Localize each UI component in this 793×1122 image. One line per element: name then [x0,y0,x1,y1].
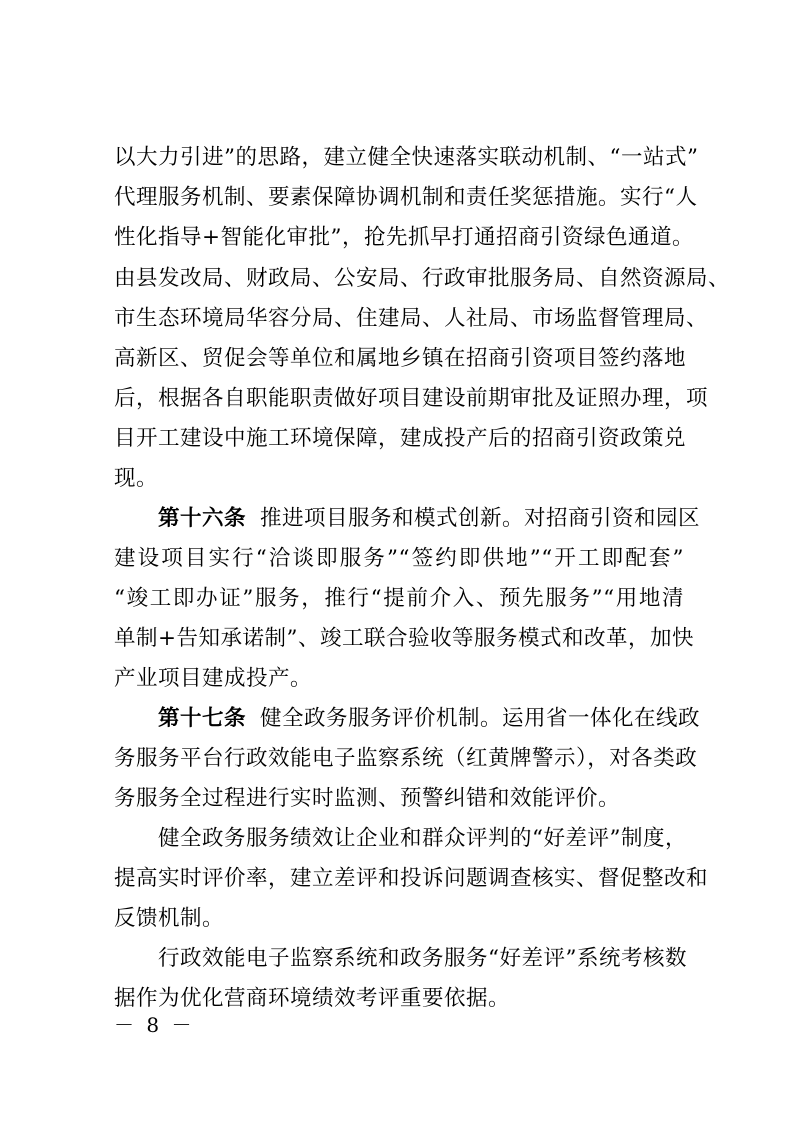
article-17-title: 健全政务服务评价机制。运用省一体化在线政 [260,706,701,731]
page-number: － 8 － [114,1013,195,1037]
paragraph-line: 健全政务服务绩效让企业和群众评判的“好差评”制度， [158,826,687,851]
paragraph-line: 高新区、贸促会等单位和属地乡镇在招商引资项目签约落地 [114,346,687,371]
paragraph-line: 行政效能电子监察系统和政务服务“好差评”系统考核数 [158,946,687,971]
paragraph-line: 反馈机制。 [114,906,225,931]
article-17-first-line [158,704,701,734]
paragraph-line: 务服务平台行政效能电子监察系统（红黄牌警示），对各类政 [114,746,698,771]
paragraph-line: 提高实时评价率，建立差评和投诉问题调查核实、督促整改和 [114,866,709,891]
paragraph-line: 现。 [114,466,159,491]
paragraph-line: 据作为优化营商环境绩效考评重要依据。 [114,986,511,1011]
article-16-heading: 第十六条 [158,506,247,531]
paragraph-line: 市生态环境局华容分局、住建局、人社局、市场监督管理局、 [114,306,709,331]
paragraph-line: 产业项目建成投产。 [114,666,313,691]
paragraph-line: 后，根据各自职能职责做好项目建设前期审批及证照办理，项 [114,386,709,411]
paragraph-line: 性化指导+智能化审批”，抢先抓早打通招商引资绿色通道。 [114,225,695,250]
paragraph-line: 建设项目实行“洽谈即服务”“签约即供地”“开工即配套” [114,546,684,571]
article-17-heading: 第十七条 [158,706,247,731]
paragraph-line: 以大力引进”的思路，建立健全快速落实联动机制、“一站式” [114,145,699,170]
article-16-title: 推进项目服务和模式创新。对招商引资和园区 [260,506,701,531]
paragraph-line: 单制+告知承诺制”、竣工联合验收等服务模式和改革，加快 [114,626,695,651]
paragraph-line: 由县发改局、财政局、公安局、行政审批服务局、自然资源局、 [114,266,731,291]
paragraph-line: 务服务全过程进行实时监测、预警纠错和效能评价。 [114,786,621,811]
paragraph-line: 代理服务机制、要素保障协调机制和责任奖惩措施。实行“人 [114,185,698,210]
article-16-first-line [158,504,701,534]
paragraph-line: 目开工建设中施工环境保障，建成投产后的招商引资政策兑 [114,426,687,451]
paragraph-line: “竣工即办证”服务，推行“提前介入、预先服务”“用地清 [114,586,684,611]
